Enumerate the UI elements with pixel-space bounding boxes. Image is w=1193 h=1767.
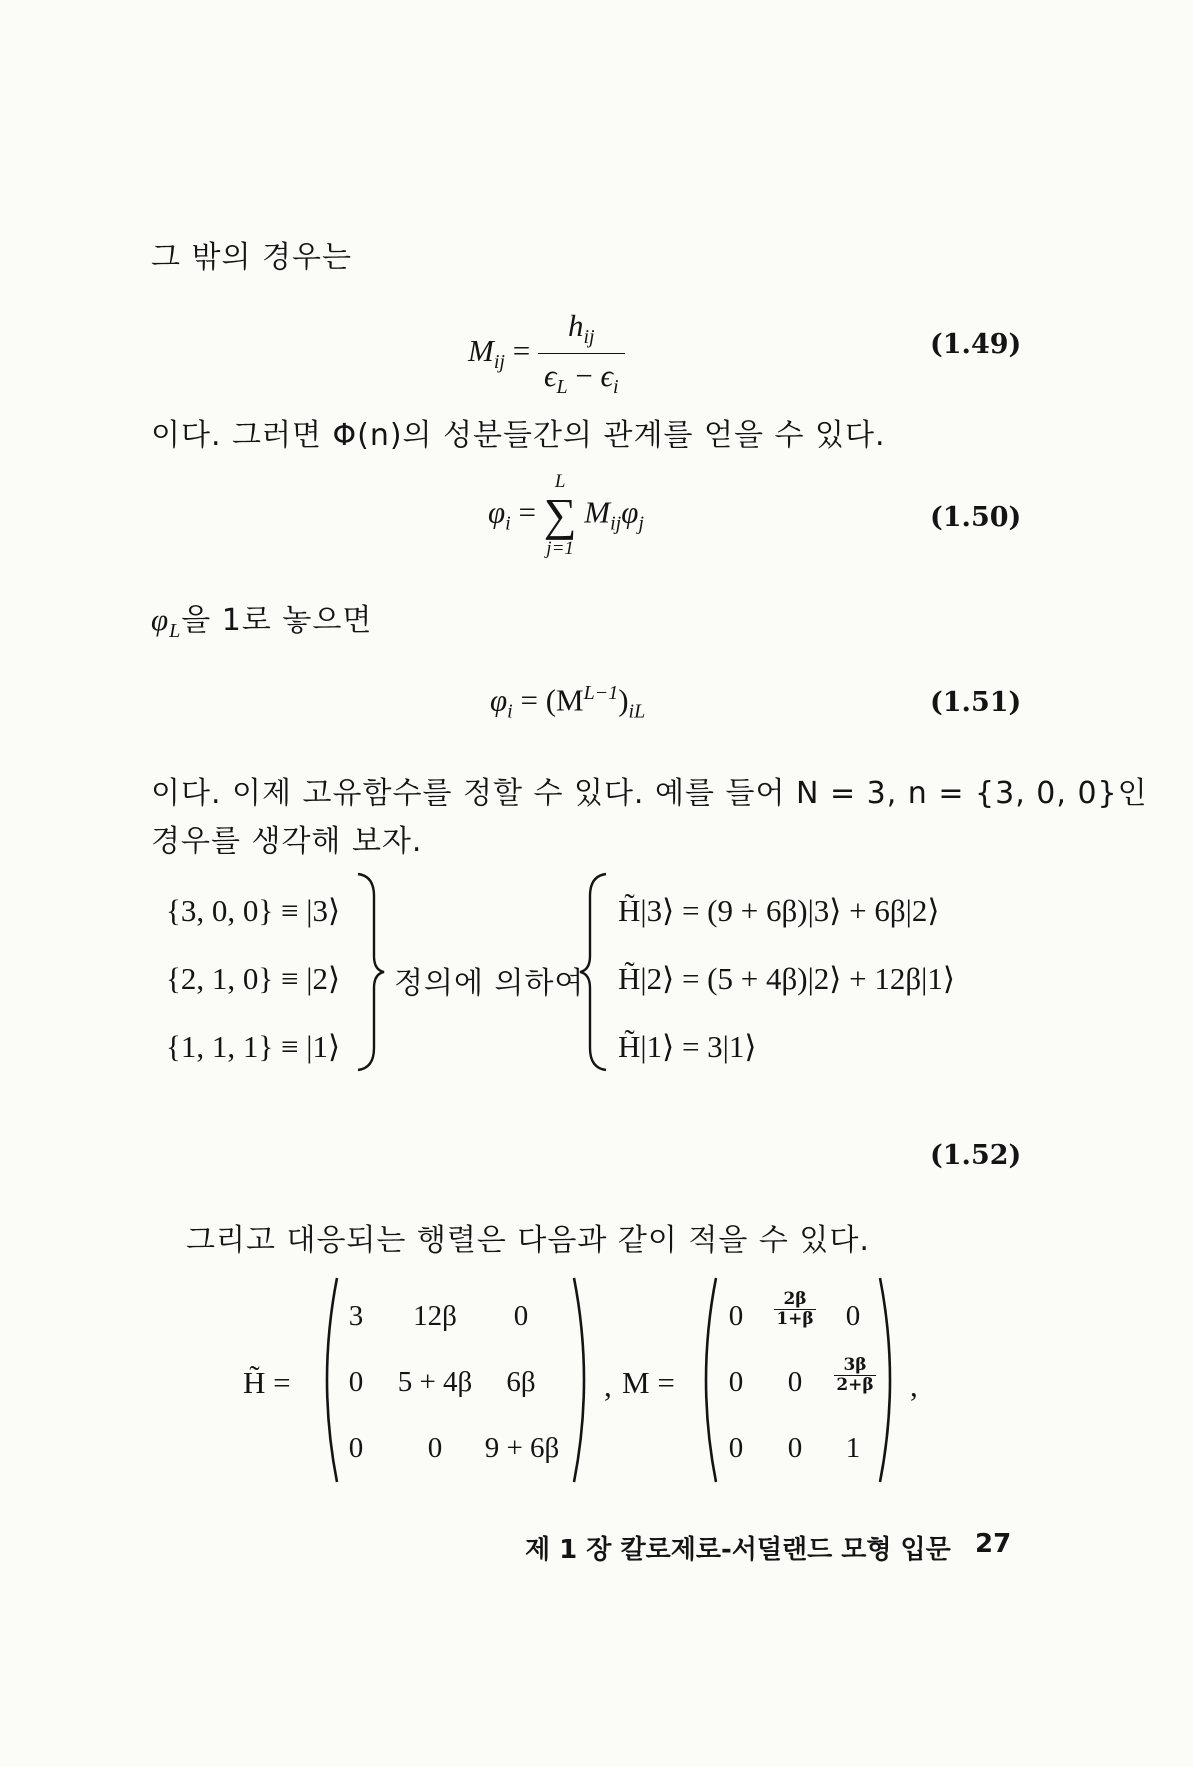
h-cell-2-1: 0 — [427, 1432, 443, 1464]
paragraph-now: 이다. 이제 고유함수를 정할 수 있다. 예를 들어 N = 3, n = {3, 0, 0}인 — [151, 776, 1148, 811]
m-frac2-num: 3β — [834, 1356, 875, 1376]
eq149-den-a-sub: L — [556, 376, 568, 399]
h-cell-2-0: 0 — [348, 1432, 364, 1464]
eq149-den-b-sub: i — [613, 376, 619, 399]
eq149-den-b: ϵ — [600, 358, 614, 394]
eq149-den-a: ϵ — [543, 358, 557, 394]
h-cell-1-2: 6β — [506, 1366, 536, 1398]
paragraph-matrix-intro: 그리고 대응되는 행렬은 다음과 같이 적을 수 있다. — [186, 1223, 870, 1258]
eq151-lhs-sub: i — [507, 700, 513, 723]
eq150-term: M — [584, 494, 611, 530]
equation-number-1-49: (1.49) — [930, 329, 1022, 360]
m-cell-1-2 — [826, 1356, 884, 1394]
action-row-1: H̃|1⟩ = 3|1⟩ — [618, 1029, 757, 1064]
m-fraction-2 — [834, 1356, 875, 1394]
eq150-term2-sub: j — [638, 512, 644, 535]
h-cell-1-0: 0 — [348, 1366, 364, 1398]
state-row-3: {3, 0, 0} ≡ |3⟩ — [166, 893, 341, 928]
eq151-close-sub: iL — [628, 700, 646, 723]
h-matrix-label: H̃ = — [243, 1365, 291, 1400]
eq150-upper-limit: L — [554, 471, 566, 492]
eq149-lhs-sub: ij — [493, 350, 505, 373]
m-cell-2-1: 0 — [787, 1432, 803, 1464]
m-matrix-label: M = — [622, 1365, 675, 1400]
paragraph-other-cases: 그 밖의 경우는 — [151, 240, 352, 275]
m-right-paren-icon — [878, 1276, 902, 1484]
equation-1-49 — [468, 308, 625, 399]
state-row-2: {2, 1, 0} ≡ |2⟩ — [166, 961, 341, 996]
equation-number-1-51: (1.51) — [930, 687, 1022, 718]
eq150-summation — [544, 472, 577, 558]
paragraph-relation-intro: 이다. 그러면 Φ(n)의 성분들간의 관계를 얻을 수 있다. — [151, 418, 886, 453]
sigma-icon: ∑ — [543, 489, 577, 540]
eq150-term-sub: ij — [610, 512, 622, 535]
m-cell-0-1 — [764, 1290, 826, 1328]
eq151-power: L−1 — [583, 682, 619, 704]
left-brace-icon — [578, 872, 608, 1072]
footer-chapter-title: 제 1 장 칼로제로-서덜랜드 모형 입문 — [525, 1535, 951, 1565]
phi-sub: L — [169, 620, 182, 642]
eq149-lhs: M — [468, 332, 494, 368]
m-cell-1-1: 0 — [787, 1366, 803, 1398]
m-cell-0-0: 0 — [728, 1300, 744, 1332]
h-cell-0-1: 12β — [413, 1300, 457, 1332]
action-row-3: H̃|3⟩ = (9 + 6β)|3⟩ + 6β|2⟩ — [618, 893, 940, 928]
m-frac1-num: 2β — [774, 1290, 815, 1310]
eq151-equals: = — [520, 682, 546, 718]
m-frac2-den: 2+β — [836, 1374, 874, 1395]
eq150-lower-limit: j=1 — [546, 538, 574, 560]
h-right-paren-icon — [572, 1276, 596, 1484]
m-frac1-den: 1+β — [776, 1308, 814, 1329]
h-cell-0-0: 3 — [348, 1300, 364, 1332]
m-cell-1-0: 0 — [728, 1366, 744, 1398]
equation-number-1-52: (1.52) — [930, 1140, 1022, 1171]
comma-2: , — [910, 1368, 918, 1403]
m-fraction-1 — [774, 1290, 815, 1328]
phi-symbol: φ — [151, 602, 170, 637]
eq149-num-sub: ij — [583, 326, 595, 349]
set-phi-text: 을 1로 놓으면 — [181, 603, 373, 638]
by-definition-label: 정의에 의하여 — [394, 966, 585, 1001]
m-cell-2-0: 0 — [728, 1432, 744, 1464]
m-left-paren-icon — [694, 1276, 718, 1484]
eq150-equals: = — [518, 494, 544, 530]
paragraph-consider: 경우를 생각해 보자. — [151, 824, 423, 859]
state-row-1: {1, 1, 1} ≡ |1⟩ — [166, 1029, 341, 1064]
eq150-term2: φ — [621, 494, 639, 530]
h-cell-0-2: 0 — [513, 1300, 529, 1332]
comma-1: , — [604, 1368, 612, 1403]
m-cell-2-2: 1 — [845, 1432, 861, 1464]
h-cell-1-1: 5 + 4β — [397, 1366, 473, 1398]
eq149-equals: = — [512, 332, 538, 368]
eq150-lhs-sub: i — [505, 512, 511, 535]
eq151-lhs: φ — [490, 682, 508, 718]
equation-1-51 — [490, 682, 645, 724]
eq149-fraction: $\frac{h_{ij}}{\epsilon_L - \epsilon_i}$ — [538, 308, 625, 399]
eq149-num: h — [567, 308, 584, 343]
page-number: 27 — [975, 1529, 1012, 1559]
equation-number-1-50: (1.50) — [930, 502, 1022, 533]
m-cell-0-2: 0 — [845, 1300, 861, 1332]
right-brace-icon — [356, 872, 386, 1072]
equation-1-50 — [488, 472, 644, 558]
h-cell-2-2: 9 + 6β — [484, 1432, 560, 1464]
eq151-base: (M — [545, 682, 584, 718]
eq150-lhs: φ — [488, 494, 506, 530]
eq151-close: ) — [618, 682, 629, 718]
paragraph-set-phi — [151, 595, 372, 643]
action-row-2: H̃|2⟩ = (5 + 4β)|2⟩ + 12β|1⟩ — [618, 961, 955, 996]
